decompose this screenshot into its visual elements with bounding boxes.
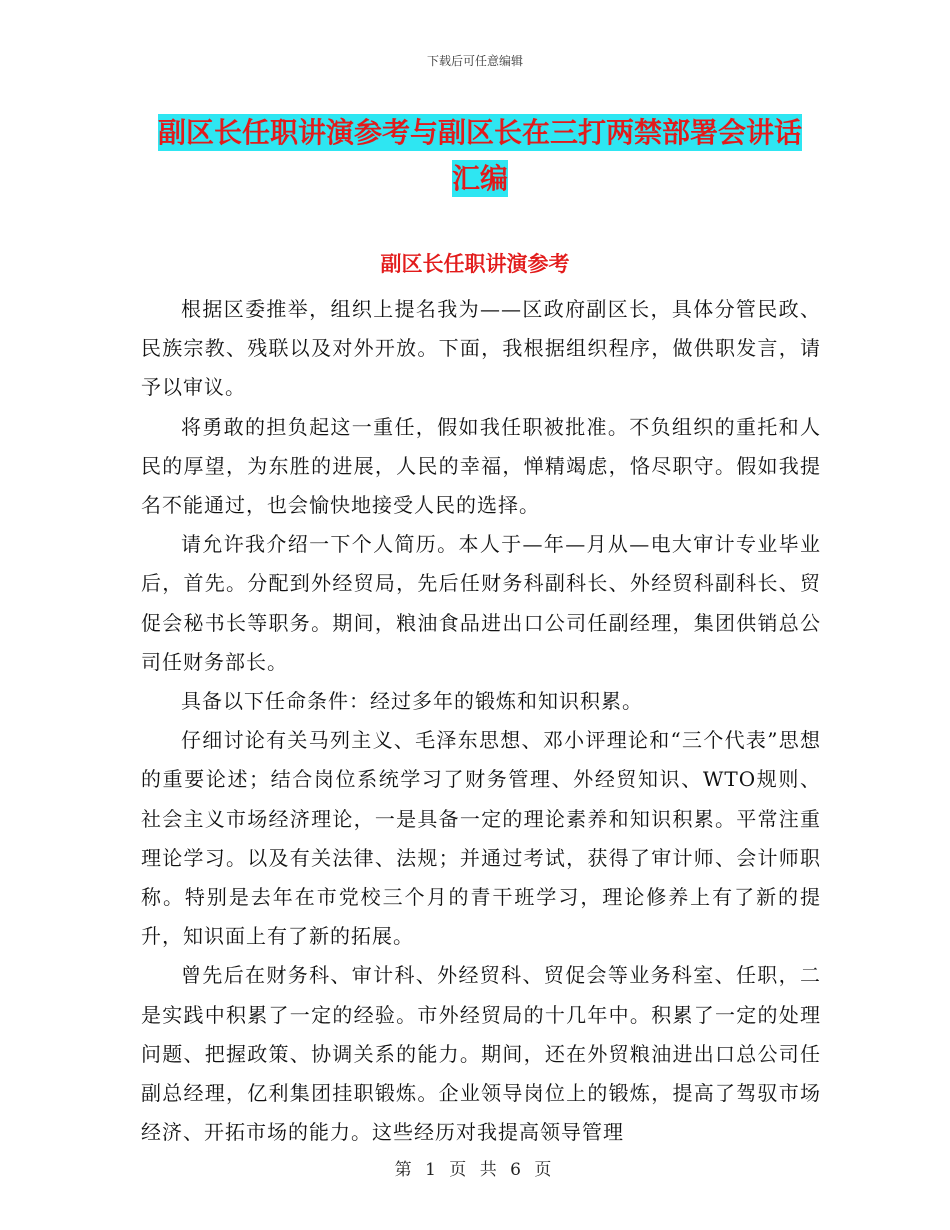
paragraph: 请允许我介绍一下个人简历。本人于—年—月从—电大审计专业毕业后，首先。分配到外经贸局，先后任财务科副科长、外经贸科副科长、贸促会秘书长等职务。期间，粮油食品进出口公司任副经理，集团供销总公司任财务部长。: [141, 532, 821, 674]
paragraph: 根据区委推举，组织上提名我为——区政府副区长，具体分管民政、民族宗教、残联以及对外开放。下面，我根据组织程序，做供职发言，请予以审议。: [141, 297, 821, 400]
paragraph: 具备以下任命条件：经过多年的锻炼和知识积累。: [181, 689, 643, 714]
section-title: 副区长任职讲演参考: [380, 252, 570, 276]
title-line-2: 汇编: [451, 162, 508, 195]
header-note: 下载后可任意编辑: [426, 54, 523, 68]
paragraph: 将勇敢的担负起这一重任，假如我任职被批准。不负组织的重托和人民的厚望，为东胜的进展，人民的幸福，惮精竭虑，恪尽职守。假如我提名不能通过，也会愉快地接受人民的选择。: [141, 414, 821, 518]
title-line-1: 副区长任职讲演参考与副区长在三打两禁部署会讲话: [157, 116, 802, 149]
paragraph: 曾先后在财务科、审计科、外经贸科、贸促会等业务科室、任职，二是实践中积累了一定的经验。市外经贸局的十几年中。积累了一定的处理问题、把握政策、协调关系的能力。期间，还在外贸粮油进出口总公司任副总经理，亿利集团挂职锻炼。企业领导岗位上的锻炼，提高了驾驭市场经济、开拓市场的能力。这些经历对我提高领导管理: [141, 963, 821, 1145]
page-footer: 第 1 页 共 6 页: [394, 1160, 556, 1180]
document-title: [150, 110, 810, 202]
paragraph: 仔细讨论有关马列主义、毛泽东思想、邓小评理论和“三个代表”思想的重要论述；结合岗位系统学习了财务管理、外经贸知识、WTO规则、社会主义市场经济理论，一是具备一定的理论素养和知识积累。平常注重理论学习。以及有关法律、法规；并通过考试，获得了审计师、会计师职称。特别是去年在市党校三个月的青干班学习，理论修养上有了新的提升，知识面上有了新的拓展。: [141, 728, 821, 949]
body-text: [141, 290, 821, 1152]
